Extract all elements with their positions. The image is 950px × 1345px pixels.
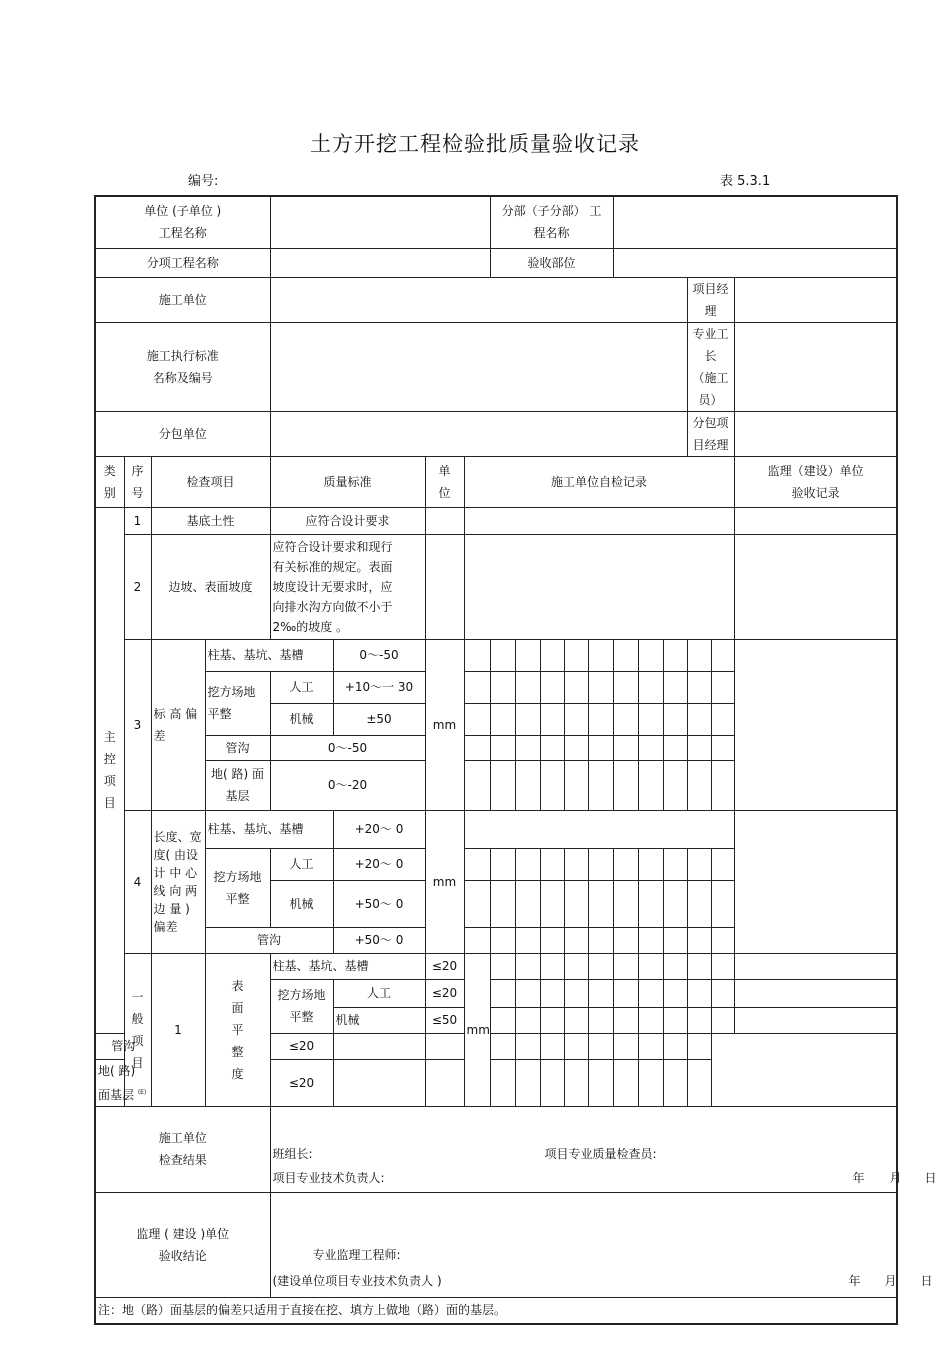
footnote: 注：地（路）面基层的偏差只适用于直接在挖、填方上做地（路）面的基层。 bbox=[95, 1297, 897, 1324]
self-check-cell[interactable] bbox=[588, 1059, 613, 1106]
self-check-cell[interactable] bbox=[687, 703, 711, 735]
self-check-cell[interactable] bbox=[687, 671, 711, 703]
general-c-sub: 管沟 bbox=[95, 1033, 151, 1059]
main-r4-seq: 4 bbox=[124, 810, 151, 953]
self-check-cell[interactable] bbox=[464, 760, 490, 810]
main-r2-seq: 2 bbox=[124, 534, 151, 639]
supervision-conclusion-area[interactable] bbox=[270, 1192, 933, 1297]
foreman-label: 专业工长 （施工员） bbox=[687, 322, 734, 411]
self-check-cell[interactable] bbox=[711, 1007, 734, 1033]
self-check-cell[interactable] bbox=[613, 1033, 638, 1059]
main-r4b1-standard: +20～ 0 bbox=[333, 848, 425, 880]
self-check-cell[interactable] bbox=[564, 979, 588, 1007]
project-manager-label: 项目经理 bbox=[687, 277, 734, 322]
accept-part-value[interactable] bbox=[613, 248, 897, 277]
result-day: 日 bbox=[924, 1170, 937, 1185]
self-check-cell[interactable] bbox=[515, 1007, 540, 1033]
self-check-cell[interactable] bbox=[734, 979, 897, 1007]
main-r4c-sub: 管沟 bbox=[205, 927, 333, 953]
main-r3c-sub: 管沟 bbox=[205, 735, 270, 760]
col-seq: 序 号 bbox=[124, 456, 151, 507]
page-title: 土方开挖工程检验批质量验收记录 bbox=[310, 132, 640, 156]
self-check-cell[interactable] bbox=[588, 1007, 613, 1033]
general-d-footnote-mark: (E) bbox=[137, 1088, 147, 1096]
self-check-cell[interactable] bbox=[490, 671, 515, 703]
self-check-cell[interactable] bbox=[515, 639, 540, 671]
self-check-cell[interactable] bbox=[687, 1033, 711, 1059]
main-r3-item: 标 高 偏 差 bbox=[151, 639, 205, 810]
self-check-cell[interactable] bbox=[663, 979, 687, 1007]
self-check-cell[interactable] bbox=[490, 880, 515, 927]
supervision-month: 月 bbox=[884, 1273, 897, 1288]
tech-lead-label: 项目专业技术负责人: bbox=[272, 1170, 385, 1185]
main-r2-standard: 应符合设计要求和现行 有关标准的规定。表面 坡度设计无要求时，应 向排水沟方向做不小于 2‰的坡度 。 bbox=[270, 534, 425, 639]
self-check-cell[interactable] bbox=[464, 735, 490, 760]
inspection-record-table bbox=[94, 195, 937, 1325]
col-self-check: 施工单位自检记录 bbox=[464, 456, 734, 507]
main-control-category: 主 控 项 目 bbox=[95, 507, 124, 1033]
self-check-cell[interactable] bbox=[564, 953, 588, 979]
owner-tech-lead-label: (建设单位项目专业技术负责人 ) bbox=[272, 1273, 442, 1288]
self-check-cell[interactable] bbox=[638, 671, 663, 703]
main-r3-seq: 3 bbox=[124, 639, 151, 810]
construction-result-area[interactable] bbox=[270, 1106, 937, 1192]
self-check-cell[interactable] bbox=[540, 671, 564, 703]
main-r4b2-standard: +50～ 0 bbox=[333, 880, 425, 927]
self-check-cell[interactable] bbox=[564, 760, 588, 810]
self-check-cell[interactable] bbox=[663, 671, 687, 703]
self-check-cell[interactable] bbox=[490, 735, 515, 760]
self-check-cell[interactable] bbox=[638, 1059, 663, 1106]
self-check-cell[interactable] bbox=[613, 880, 638, 927]
self-check-cell[interactable] bbox=[663, 639, 687, 671]
self-check-cell[interactable] bbox=[515, 927, 540, 953]
result-year: 年 bbox=[852, 1170, 865, 1185]
general-b-sub: 挖方场地 平整 bbox=[270, 979, 333, 1033]
self-check-cell[interactable] bbox=[490, 979, 515, 1007]
self-check-cell[interactable] bbox=[613, 848, 638, 880]
self-check-cell[interactable] bbox=[613, 735, 638, 760]
self-check-cell[interactable] bbox=[687, 1059, 711, 1106]
self-check-cell[interactable] bbox=[540, 953, 564, 979]
self-check-cell[interactable] bbox=[711, 927, 734, 953]
self-check-cell[interactable] bbox=[711, 735, 734, 760]
general-unit: mm bbox=[464, 953, 490, 1106]
self-check-cell[interactable] bbox=[333, 1033, 425, 1059]
general-seq: 1 bbox=[151, 953, 205, 1106]
self-check-cell[interactable] bbox=[490, 848, 515, 880]
col-category: 类 别 bbox=[95, 456, 124, 507]
subcontract-unit-label: 分包单位 bbox=[95, 411, 270, 456]
sub-project-name-label: 分部（子分部） 工 程名称 bbox=[490, 196, 613, 248]
self-check-cell[interactable] bbox=[490, 927, 515, 953]
main-r1-unit bbox=[425, 507, 464, 534]
self-check-cell[interactable] bbox=[711, 953, 734, 979]
self-check-cell[interactable] bbox=[588, 880, 613, 927]
self-check-cell[interactable] bbox=[564, 1033, 588, 1059]
general-a-standard: ≤20 bbox=[425, 953, 464, 979]
supervision-year: 年 bbox=[848, 1273, 861, 1288]
self-check-cell[interactable] bbox=[638, 953, 663, 979]
self-check-cell[interactable] bbox=[663, 880, 687, 927]
self-check-cell[interactable] bbox=[490, 953, 515, 979]
self-check-cell[interactable] bbox=[663, 1007, 687, 1033]
supervision-engineer-label: 专业监理工程师: bbox=[312, 1247, 401, 1262]
self-check-cell[interactable] bbox=[564, 639, 588, 671]
general-item: 表 面 平 整 度 bbox=[205, 953, 270, 1106]
self-check-cell[interactable] bbox=[663, 927, 687, 953]
self-check-cell[interactable] bbox=[564, 880, 588, 927]
self-check-cell[interactable] bbox=[540, 848, 564, 880]
self-check-cell[interactable] bbox=[564, 848, 588, 880]
main-r4b-sub: 挖方场地 平整 bbox=[205, 848, 270, 927]
col-unit: 单 位 bbox=[425, 456, 464, 507]
main-r1-seq: 1 bbox=[124, 507, 151, 534]
self-check-cell[interactable] bbox=[613, 639, 638, 671]
self-check-cell[interactable] bbox=[564, 671, 588, 703]
self-check-cell[interactable] bbox=[515, 880, 540, 927]
main-r3-unit: mm bbox=[425, 639, 464, 810]
self-check-cell[interactable] bbox=[464, 639, 490, 671]
self-check-cell[interactable] bbox=[490, 760, 515, 810]
self-check-cell[interactable] bbox=[425, 1059, 464, 1106]
general-b2-standard: ≤50 bbox=[425, 1007, 464, 1033]
self-check-cell[interactable] bbox=[613, 953, 638, 979]
self-check-cell[interactable] bbox=[613, 927, 638, 953]
self-check-cell[interactable] bbox=[564, 1007, 588, 1033]
self-check-cell[interactable] bbox=[540, 927, 564, 953]
unit-project-name-value[interactable] bbox=[270, 196, 490, 248]
main-r4c-standard: +50～ 0 bbox=[333, 927, 425, 953]
self-check-cell[interactable] bbox=[711, 979, 734, 1007]
self-check-cell[interactable] bbox=[540, 979, 564, 1007]
self-check-cell[interactable] bbox=[734, 953, 897, 979]
main-r2-unit bbox=[425, 534, 464, 639]
quality-inspector-label: 项目专业质量检查员: bbox=[544, 1146, 657, 1161]
self-check-cell[interactable] bbox=[490, 1007, 515, 1033]
general-b1-mode: 人工 bbox=[333, 979, 425, 1007]
main-r3b1-mode: 人工 bbox=[270, 671, 333, 703]
self-check-cell[interactable] bbox=[515, 979, 540, 1007]
self-check-cell[interactable] bbox=[687, 639, 711, 671]
main-r3c-standard: 0～-50 bbox=[270, 735, 425, 760]
self-check-cell[interactable] bbox=[588, 953, 613, 979]
general-b2-mode: 机械 bbox=[333, 1007, 425, 1033]
main-r4a-self-check[interactable] bbox=[464, 810, 734, 848]
self-check-cell[interactable] bbox=[515, 735, 540, 760]
self-check-cell[interactable] bbox=[490, 1059, 515, 1106]
record-number-label: 编号: bbox=[188, 174, 219, 189]
general-d-sub: 地( 路) 面基层 $^{(E)}$ bbox=[95, 1059, 151, 1106]
self-check-cell[interactable] bbox=[663, 703, 687, 735]
self-check-cell[interactable] bbox=[711, 848, 734, 880]
self-check-cell[interactable] bbox=[588, 1033, 613, 1059]
main-r4a-standard: +20～ 0 bbox=[333, 810, 425, 848]
standard-label: 施工执行标准 名称及编号 bbox=[95, 322, 270, 411]
construct-unit-value[interactable] bbox=[270, 277, 687, 322]
item-project-name-label: 分项工程名称 bbox=[95, 248, 270, 277]
main-r3b1-standard: +10～一 30 bbox=[333, 671, 425, 703]
self-check-cell[interactable] bbox=[564, 927, 588, 953]
self-check-cell[interactable] bbox=[638, 1033, 663, 1059]
unit-project-name-label: 单位 (子单位 ) 工程名称 bbox=[95, 196, 270, 248]
self-check-cell[interactable] bbox=[564, 703, 588, 735]
col-item: 检查项目 bbox=[151, 456, 270, 507]
general-b1-standard: ≤20 bbox=[425, 979, 464, 1007]
self-check-cell[interactable] bbox=[464, 848, 490, 880]
sub-project-name-value[interactable] bbox=[613, 196, 897, 248]
self-check-cell[interactable] bbox=[540, 703, 564, 735]
project-manager-value[interactable] bbox=[734, 277, 897, 322]
self-check-cell[interactable] bbox=[638, 760, 663, 810]
main-r1-supervisor[interactable] bbox=[734, 507, 897, 534]
self-check-cell[interactable] bbox=[515, 953, 540, 979]
main-r4-supervisor[interactable] bbox=[734, 810, 897, 953]
self-check-cell[interactable] bbox=[613, 703, 638, 735]
self-check-cell[interactable] bbox=[734, 1007, 897, 1033]
main-r3b2-mode: 机械 bbox=[270, 703, 333, 735]
self-check-cell[interactable] bbox=[711, 671, 734, 703]
self-check-cell[interactable] bbox=[613, 979, 638, 1007]
self-check-cell[interactable] bbox=[711, 703, 734, 735]
self-check-cell[interactable] bbox=[588, 671, 613, 703]
main-r4-unit: mm bbox=[425, 810, 464, 953]
subcontract-manager-value[interactable] bbox=[734, 411, 897, 456]
self-check-cell[interactable] bbox=[687, 848, 711, 880]
self-check-cell[interactable] bbox=[638, 639, 663, 671]
self-check-cell[interactable] bbox=[613, 1007, 638, 1033]
self-check-cell[interactable] bbox=[638, 848, 663, 880]
self-check-cell[interactable] bbox=[588, 703, 613, 735]
subcontract-manager-label: 分包项目经理 bbox=[687, 411, 734, 456]
foreman-value[interactable] bbox=[734, 322, 897, 411]
self-check-cell[interactable] bbox=[638, 979, 663, 1007]
main-r1-self-check[interactable] bbox=[464, 507, 734, 534]
construct-unit-label: 施工单位 bbox=[95, 277, 270, 322]
self-check-cell[interactable] bbox=[540, 1033, 564, 1059]
self-check-cell[interactable] bbox=[663, 848, 687, 880]
main-r3b-sub: 挖方场地 平整 bbox=[205, 671, 270, 735]
supervision-day: 日 bbox=[920, 1273, 933, 1288]
subcontract-unit-value[interactable] bbox=[270, 411, 687, 456]
self-check-cell[interactable] bbox=[540, 880, 564, 927]
self-check-cell[interactable] bbox=[540, 760, 564, 810]
main-r1-standard: 应符合设计要求 bbox=[270, 507, 425, 534]
self-check-cell[interactable] bbox=[711, 639, 734, 671]
accept-part-label: 验收部位 bbox=[490, 248, 613, 277]
self-check-cell[interactable] bbox=[687, 735, 711, 760]
self-check-cell[interactable] bbox=[588, 639, 613, 671]
main-r4a-sub: 柱基、基坑、基槽 bbox=[205, 810, 333, 848]
self-check-cell[interactable] bbox=[663, 735, 687, 760]
team-leader-label: 班组长: bbox=[272, 1146, 313, 1161]
self-check-cell[interactable] bbox=[425, 1033, 464, 1059]
main-r3d-sub: 地( 路) 面 基层 bbox=[205, 760, 270, 810]
main-r2-self-check[interactable] bbox=[464, 534, 734, 639]
construction-result-label: 施工单位 检查结果 bbox=[95, 1106, 270, 1192]
self-check-cell[interactable] bbox=[515, 848, 540, 880]
self-check-cell[interactable] bbox=[638, 927, 663, 953]
self-check-cell[interactable] bbox=[711, 880, 734, 927]
self-check-cell[interactable] bbox=[540, 1059, 564, 1106]
main-r2-supervisor[interactable] bbox=[734, 534, 897, 639]
main-r3a-sub: 柱基、基坑、基槽 bbox=[205, 639, 333, 671]
self-check-cell[interactable] bbox=[490, 1033, 515, 1059]
self-check-cell[interactable] bbox=[687, 880, 711, 927]
table-number: 表 5.3.1 bbox=[720, 174, 771, 189]
main-r4b1-mode: 人工 bbox=[270, 848, 333, 880]
self-check-cell[interactable] bbox=[490, 639, 515, 671]
result-month: 月 bbox=[889, 1170, 902, 1185]
self-check-cell[interactable] bbox=[515, 1059, 540, 1106]
item-project-name-value[interactable] bbox=[270, 248, 490, 277]
self-check-cell[interactable] bbox=[490, 703, 515, 735]
main-r1-item: 基底土性 bbox=[151, 507, 270, 534]
self-check-cell[interactable] bbox=[638, 703, 663, 735]
self-check-cell[interactable] bbox=[464, 671, 490, 703]
self-check-cell[interactable] bbox=[564, 1059, 588, 1106]
self-check-cell[interactable] bbox=[687, 1007, 711, 1033]
self-check-cell[interactable] bbox=[464, 927, 490, 953]
main-r4-item: 长度、宽 度( 由设 计 中 心 线 向 两 边 量 ) 偏差 bbox=[151, 810, 205, 953]
self-check-cell[interactable] bbox=[515, 1033, 540, 1059]
self-check-cell[interactable] bbox=[663, 953, 687, 979]
self-check-cell[interactable] bbox=[588, 927, 613, 953]
main-r3a-standard: 0～-50 bbox=[333, 639, 425, 671]
col-standard: 质量标准 bbox=[270, 456, 425, 507]
self-check-cell[interactable] bbox=[711, 760, 734, 810]
self-check-cell[interactable] bbox=[613, 1059, 638, 1106]
self-check-cell[interactable] bbox=[588, 760, 613, 810]
self-check-cell[interactable] bbox=[515, 703, 540, 735]
self-check-cell[interactable] bbox=[613, 671, 638, 703]
self-check-cell[interactable] bbox=[540, 735, 564, 760]
self-check-cell[interactable] bbox=[588, 979, 613, 1007]
self-check-cell[interactable] bbox=[464, 880, 490, 927]
self-check-cell[interactable] bbox=[638, 735, 663, 760]
general-d-standard: ≤20 bbox=[270, 1059, 333, 1106]
col-supervisor: 监理（建设）单位 验收记录 bbox=[734, 456, 897, 507]
self-check-cell[interactable] bbox=[540, 639, 564, 671]
general-a-sub: 柱基、基坑、基槽 bbox=[270, 953, 425, 979]
self-check-cell[interactable] bbox=[588, 848, 613, 880]
self-check-cell[interactable] bbox=[687, 953, 711, 979]
self-check-cell[interactable] bbox=[464, 703, 490, 735]
main-r3-supervisor[interactable] bbox=[734, 639, 897, 810]
self-check-cell[interactable] bbox=[515, 760, 540, 810]
main-r2-item: 边坡、表面坡度 bbox=[151, 534, 270, 639]
supervision-conclusion-label: 监理 ( 建设 )单位 验收结论 bbox=[95, 1192, 270, 1297]
self-check-cell[interactable] bbox=[333, 1059, 425, 1106]
self-check-cell[interactable] bbox=[638, 880, 663, 927]
general-c-standard: ≤20 bbox=[270, 1033, 333, 1059]
self-check-cell[interactable] bbox=[588, 735, 613, 760]
self-check-cell[interactable] bbox=[687, 760, 711, 810]
general-category: 一 般 项 目 bbox=[124, 953, 151, 1106]
self-check-cell[interactable] bbox=[564, 735, 588, 760]
self-check-cell[interactable] bbox=[515, 671, 540, 703]
self-check-cell[interactable] bbox=[613, 760, 638, 810]
self-check-cell[interactable] bbox=[663, 760, 687, 810]
main-r3d-standard: 0～-20 bbox=[270, 760, 425, 810]
standard-value[interactable] bbox=[270, 322, 687, 411]
self-check-cell[interactable] bbox=[638, 1007, 663, 1033]
self-check-cell[interactable] bbox=[663, 1059, 687, 1106]
self-check-cell[interactable] bbox=[663, 1033, 687, 1059]
main-r3b2-standard: ±50 bbox=[333, 703, 425, 735]
self-check-cell[interactable] bbox=[687, 927, 711, 953]
self-check-cell[interactable] bbox=[687, 979, 711, 1007]
self-check-cell[interactable] bbox=[540, 1007, 564, 1033]
main-r4b2-mode: 机械 bbox=[270, 880, 333, 927]
